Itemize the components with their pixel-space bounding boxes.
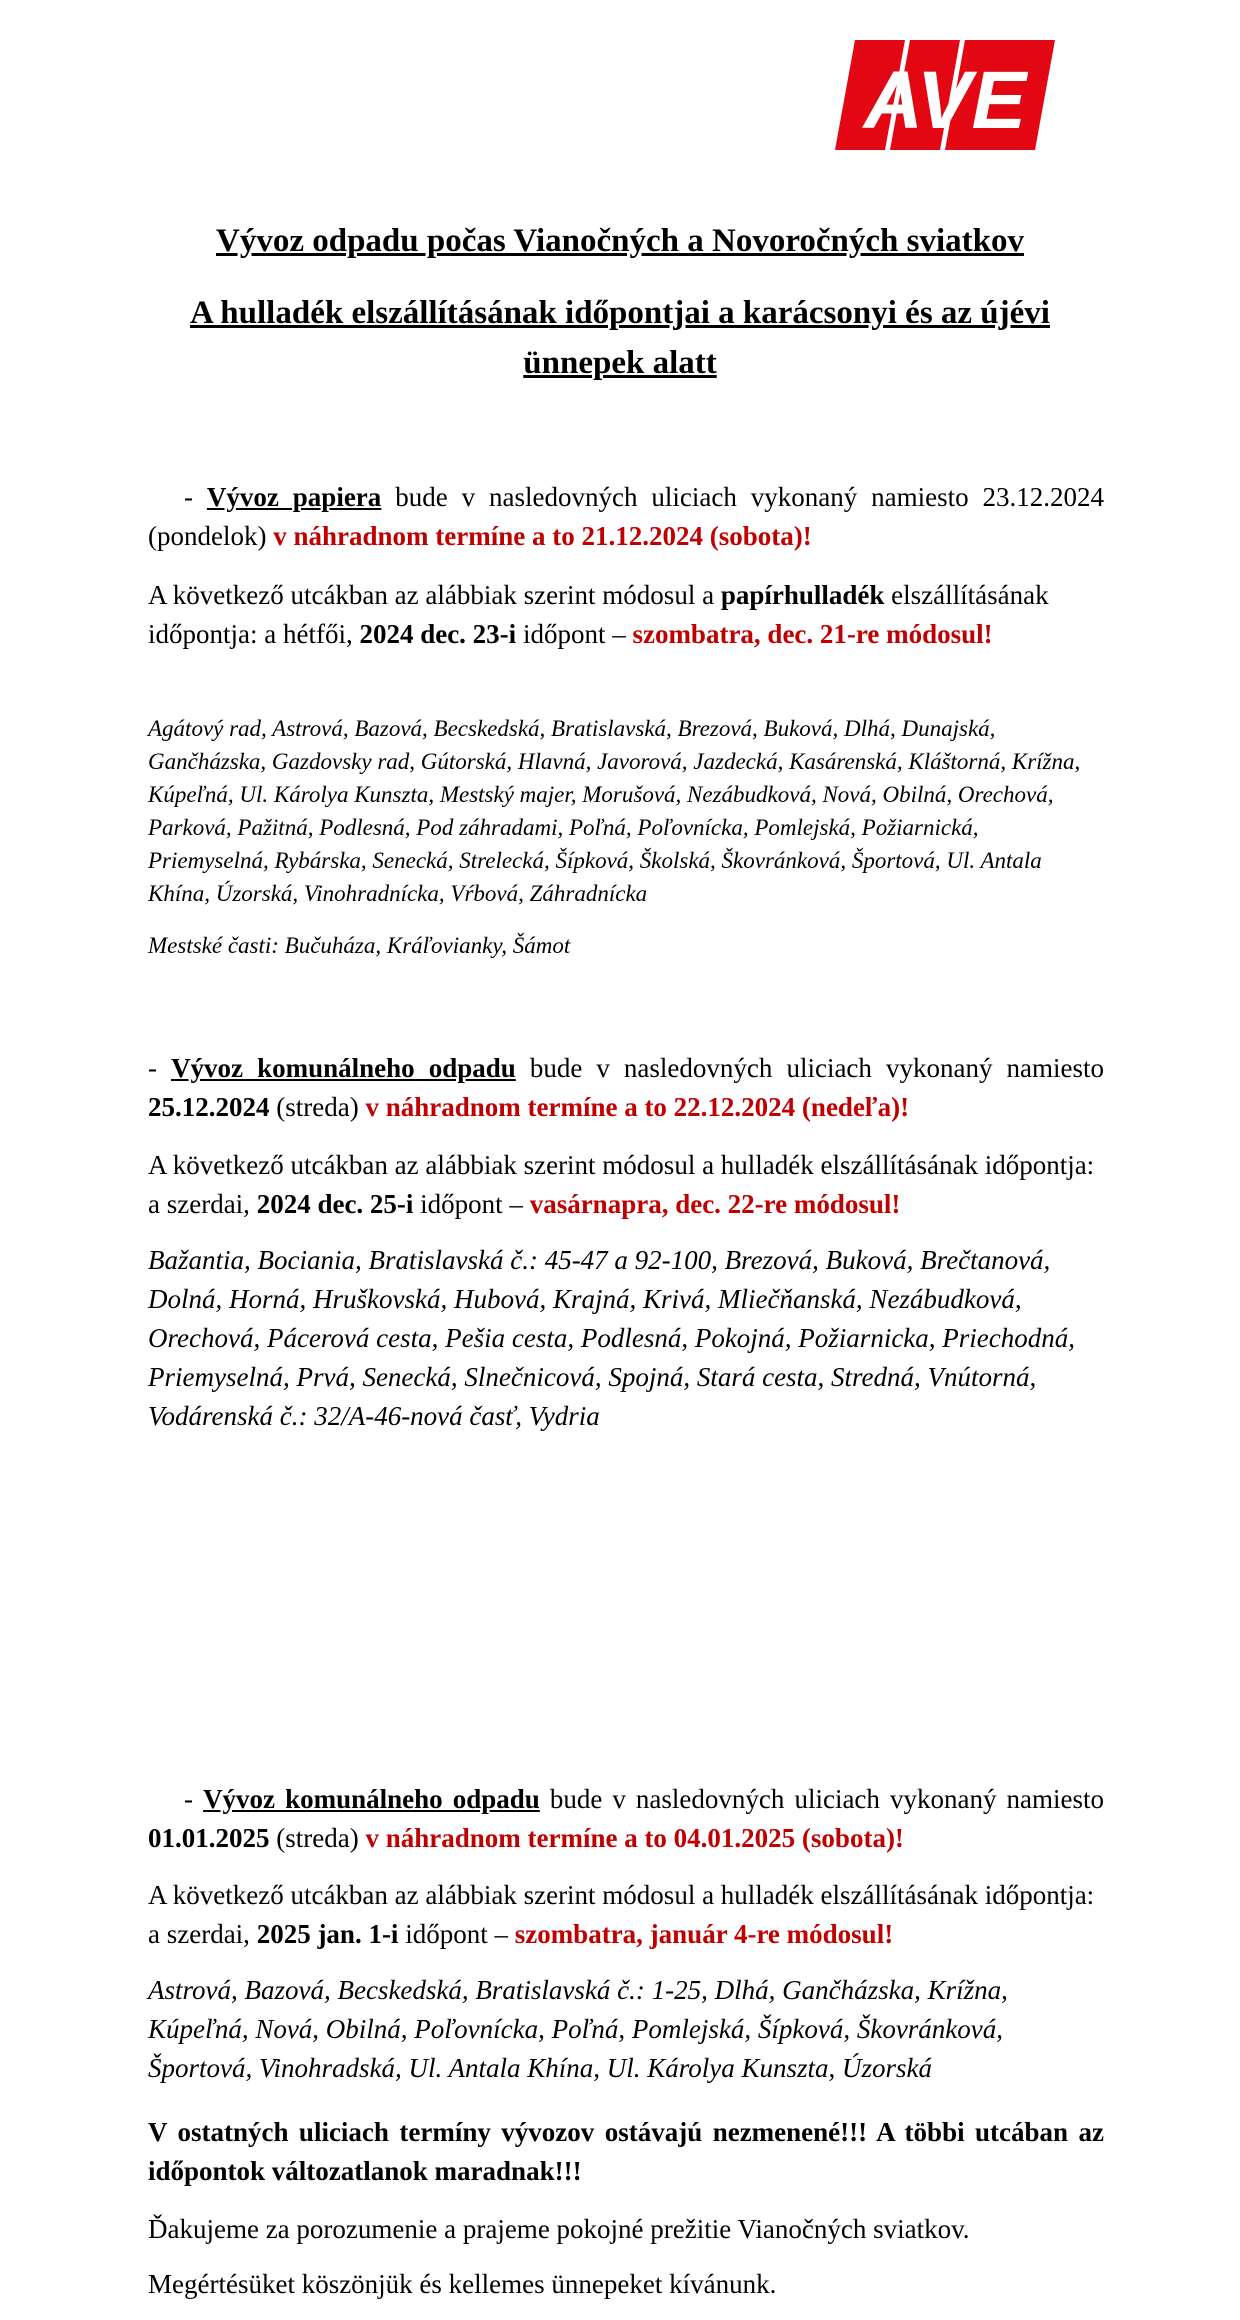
title-hungarian: A hulladék elszállításának időpontjai a karácsonyi és az újévi ünnepek alatt: [190, 295, 1050, 381]
section3-label: Vývoz komunálneho odpadu: [203, 1784, 540, 1814]
section1-streets: Agátový rad, Astrová, Bazová, Becskedská, Bratislavská, Brezová, Buková, Dlhá, Dunajská, Gančházska, Gazdovsky rad, Gútorská, Hlavná, Javorová, Jazdecká, Kasárenská, Kláštorná, Krížna, Kúpeľná, Ul. Károlya Kunszta, Mestský majer, Morušová, Nezábudková, Nová, Obilná, Orechová, Parková, Pažitná, Podlesná, Pod záhradami, Poľná, Poľovnícka, Pomlejská, Požiarnická, Priemyselná, Rybárska, Senecká, Strelecká, Šípková, Školská, Škovránková, Športová, Ul. Antala Khína, Úzorská, Vinohradnícka, Vŕbová, Záhradnícka: [148, 716, 1081, 906]
section2-streets: Bažantia, Bociania, Bratislavská č.: 45-47 a 92-100, Brezová, Buková, Brečtanová, Dolná, Horná, Hruškovská, Hubová, Krajná, Krivá, Mliečňanská, Nezábudková, Orechová, Pácerová cesta, Pešia cesta, Podlesná, Pokojná, Požiarnicka, Priechodná, Priemyselná, Prvá, Senecká, Slnečnicová, Spojná, Stará cesta, Stredná, Vnútorná, Vodárenská č.: 32/A-46-nová časť, Vydria: [148, 1245, 1076, 1431]
section1-hu: A következő utcákban az alábbiak szerint módosul a papírhulladék elszállításának időpontja: a hétfői, 2024 dec. 23-i időpont – szombatra, dec. 21-re módosul!: [148, 580, 1049, 649]
ave-logo: [835, 40, 1055, 150]
section2-sk: - Vývoz komunálneho odpadu bude v nasledovných uliciach vykonaný namiesto 25.12.2024 (streda) v náhradnom termíne a to 22.12.2024 (nedeľa)!: [148, 1053, 1104, 1122]
section2-label: Vývoz komunálneho odpadu: [171, 1053, 516, 1083]
section1-districts: Mestské časti: Bučuháza, Kráľovianky, Šámot: [148, 933, 571, 958]
section2-hu: A következő utcákban az alábbiak szerint módosul a hulladék elszállításának időpontja: a szerdai, 2024 dec. 25-i időpont – vasárnapra, dec. 22-re módosul!: [148, 1150, 1095, 1219]
section3-streets: Astrová, Bazová, Becskedská, Bratislavská č.: 1-25, Dlhá, Gančházska, Krížna, Kúpeľná, Nová, Obilná, Poľovnícka, Poľná, Pomlejská, Šípková, Škovránková, Športová, Vinohradská, Ul. Antala Khína, Ul. Károlya Kunszta, Úzorská: [148, 1975, 1008, 2083]
section3-hu: A következő utcákban az alábbiak szerint módosul a hulladék elszállításának időpontja: a szerdai, 2025 jan. 1-i időpont – szombatra, január 4-re módosul!: [148, 1880, 1095, 1949]
section1-sk: - Vývoz papiera bude v nasledovných uliciach vykonaný namiesto 23.12.2024 (pondelok) v náhradnom termíne a to 21.12.2024 (sobota)!: [148, 482, 1104, 551]
thanks-hungarian: Megértésüket köszönjük és kellemes ünnepeket kívánunk.: [148, 2269, 777, 2299]
section1-label: Vývoz papiera: [206, 482, 382, 512]
logo-text: AVE: [863, 55, 1027, 146]
closing-notice: V ostatných uliciach termíny vývozov ostávajú nezmenené!!! A többi utcában az időpontok változatlanok maradnak!!!: [148, 2117, 1104, 2186]
thanks-slovak: Ďakujeme za porozumenie a prajeme pokojné prežitie Vianočných sviatkov.: [148, 2214, 970, 2244]
title-slovak: Vývoz odpadu počas Vianočných a Novoročných sviatkov: [215, 223, 1024, 259]
section3-sk: - Vývoz komunálneho odpadu bude v nasledovných uliciach vykonaný namiesto 01.01.2025 (streda) v náhradnom termíne a to 04.01.2025 (sobota)!: [148, 1784, 1104, 1853]
